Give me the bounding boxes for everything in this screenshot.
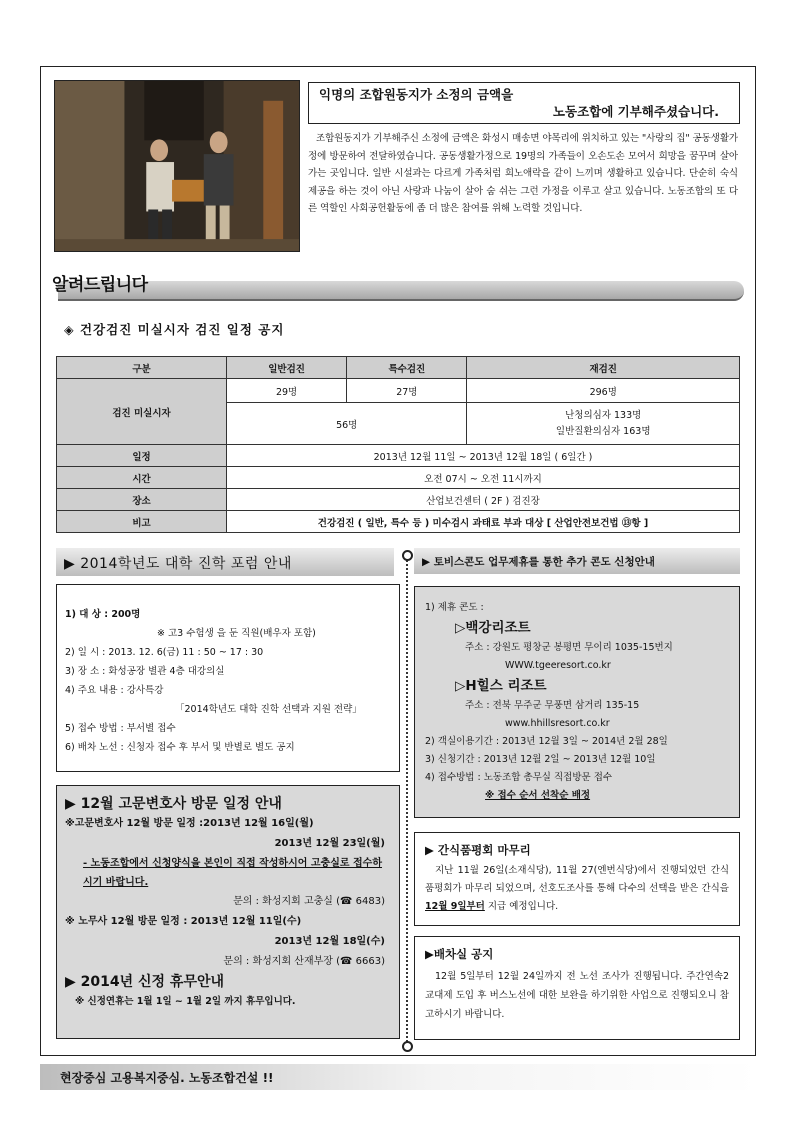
footer-slogan: 현장중심 고용복지중심. 노동조합건설 !! xyxy=(40,1064,758,1090)
forum-bus-route: 6) 배차 노선 : 신청자 접수 후 부서 및 반별로 별도 공지 xyxy=(65,742,295,753)
date-value: 2013년 12월 11일 ~ 2013년 12월 18일 ( 6일간 ) xyxy=(227,445,740,467)
row-header-place: 장소 xyxy=(57,489,227,511)
lawyer-contact: 문의 : 화성지회 고충실 (☎ 6483) xyxy=(233,896,385,907)
table-row xyxy=(57,379,740,403)
snack-header: ▶ 간식품평회 마무리 xyxy=(425,843,531,857)
table-row xyxy=(57,489,740,511)
table-row xyxy=(57,445,740,467)
story-title-line-1: 익명의 조합원동지가 소정의 금액을 xyxy=(319,87,514,102)
resort-stay-period: 2) 객실이용기간 : 2013년 12월 3일 ~ 2014년 2월 28일 xyxy=(425,736,668,747)
notice-header-bar xyxy=(58,281,744,301)
story-title-line-2: 노동조합에 기부해주셨습니다. xyxy=(552,104,719,119)
snack-body-end: 지급 예정입니다. xyxy=(484,901,559,912)
time-value: 오전 07시 ~ 오전 11시까지 xyxy=(227,467,740,489)
forum-header: ▶ 2014학년도 대학 진학 포럼 안내 xyxy=(56,548,394,576)
recheck-detail-general: 일반질환의심자 163명 xyxy=(555,425,651,437)
lawyer-schedule-date2: 2013년 12월 23일(월) xyxy=(274,838,385,849)
resort-note: ※ 접수 순서 선착순 배정 xyxy=(485,790,591,801)
lawyer-schedule: ※고문변호사 12월 방문 일정 :2013년 12월 16일(월) xyxy=(65,818,314,829)
row-header-missing: 검진 미실시자 xyxy=(57,379,227,445)
dispatch-header: ▶배차실 공지 xyxy=(425,947,494,961)
divider-top-dot xyxy=(402,550,413,561)
table-header-recheck: 재검진 xyxy=(467,357,740,379)
recheck-count: 296명 xyxy=(467,379,740,403)
snack-body xyxy=(425,862,729,916)
forum-datetime: 2) 일 시 : 2013. 12. 6(금) 11 : 50 ~ 17 : 30 xyxy=(65,647,264,658)
donation-photo xyxy=(54,80,300,252)
special-count: 27명 xyxy=(347,379,467,403)
checkup-schedule-table xyxy=(56,356,740,533)
forum-target-note: ※ 고3 수험생 을 둔 직원(배우자 포함) xyxy=(157,628,316,639)
lawyer-box xyxy=(56,785,400,1039)
note-value: 건강검진 ( 일반, 특수 등 ) 미수검시 과태료 부과 대상 [ 산업안전보건법 ⑬항 ] xyxy=(227,511,740,533)
snack-body-text: 지난 11월 26일(소재식당), 11월 27(엔번식당)에서 진행되었던 간식품평회가 마무리 되었으며, 선호도조사를 통해 다수의 선택을 받은 간식을 xyxy=(425,865,729,894)
holiday-note: ※ 신정연휴는 1월 1일 ~ 1월 2일 까지 휴무입니다. xyxy=(75,996,296,1007)
general-count: 29명 xyxy=(227,379,347,403)
resort-name-2: ▷H힐스 리조트 xyxy=(455,678,547,694)
forum-target: 1) 대 상 : 200명 xyxy=(65,609,141,620)
resort-address-2: 주소 : 전북 무주군 무풍면 삼거리 135-15 xyxy=(465,700,640,711)
column-divider xyxy=(406,556,408,1046)
notice-header: 알려드립니다 xyxy=(52,275,148,295)
forum-content: 4) 주요 내용 : 강사특강 xyxy=(65,685,164,696)
table-row xyxy=(57,467,740,489)
combined-count: 56명 xyxy=(227,403,467,445)
snack-box xyxy=(414,832,740,926)
divider-bottom-dot xyxy=(402,1041,413,1052)
row-header-time: 시간 xyxy=(57,467,227,489)
resort-address-1: 주소 : 강원도 평창군 봉평면 무이리 1035-15번지 xyxy=(465,642,673,653)
snack-body-date: 12월 9일부터 xyxy=(425,901,485,912)
row-header-date: 일정 xyxy=(57,445,227,467)
resort-partner-label: 1) 제휴 콘도 : xyxy=(425,602,484,613)
resort-apply-period: 3) 신청기간 : 2013년 12월 2일 ~ 2013년 12월 10일 xyxy=(425,754,656,765)
row-header-note: 비고 xyxy=(57,511,227,533)
lawyer-note: - 노동조합에서 신청양식을 본인이 직접 작성하시어 고충실로 접수하시기 바랍니다. xyxy=(83,858,383,888)
table-header-special: 특수검진 xyxy=(347,357,467,379)
resort-header: ▶ 토비스콘도 업무제휴를 통한 추가 콘도 신청안내 xyxy=(414,548,740,574)
resort-website-2[interactable]: www.hhillsresort.co.kr xyxy=(505,718,610,729)
forum-content-title: 「2014학년도 대학 진학 선택과 지원 전략」 xyxy=(175,704,362,715)
recheck-detail-hearing: 난청의심자 133명 xyxy=(565,409,642,421)
checkup-section-title: ◈ 건강검진 미실시자 검진 일정 공지 xyxy=(64,322,285,337)
labor-contact: 문의 : 화성지회 산재부장 (☎ 6663) xyxy=(223,956,385,967)
table-row xyxy=(57,357,740,379)
place-value: 산업보건센터 ( 2F ) 검진장 xyxy=(227,489,740,511)
dispatch-body: 12월 5일부터 12월 24일까지 전 노선 조사가 진행됩니다. 주간연속2교대제 도입 후 버스노선에 대한 보완을 하기위한 사업으로 진행되오니 참고하시기 바랍니다. xyxy=(425,971,729,1020)
dispatch-box xyxy=(414,936,740,1040)
forum-box xyxy=(56,584,400,772)
resort-name-1: ▷백강리조트 xyxy=(455,620,531,636)
labor-schedule: ※ 노무사 12월 방문 일정 : 2013년 12월 11일(수) xyxy=(65,916,302,927)
recheck-detail xyxy=(467,403,740,445)
story-title-box xyxy=(308,82,740,124)
resort-box xyxy=(414,586,740,818)
labor-schedule-date2: 2013년 12월 18일(수) xyxy=(274,936,385,947)
table-header-general: 일반검진 xyxy=(227,357,347,379)
lawyer-header: ▶ 12월 고문변호사 방문 일정 안내 xyxy=(65,796,282,812)
holiday-header: ▶ 2014년 신정 휴무안내 xyxy=(65,974,225,990)
table-row xyxy=(57,511,740,533)
forum-place: 3) 장 소 : 화성공장 별관 4층 대강의실 xyxy=(65,666,225,677)
story-body: 조합원동지가 기부해주신 소정에 금액은 화성시 매송면 야목리에 위치하고 있는 "사랑의 집" 공동생활가정에 방문하여 전달하였습니다. 공동생활가정으로 19명의 가족들이 오손도손 모여서 희망을 꿈꾸며 살아가는 곳입니다. 일반 시설과는 다르게 가족처럼 희노애락을 같이 느끼며 생활하고 있습니다. 단순히 숙식 제공을 하는 것이 아닌 사랑과 나눔이 살아 숨 쉬는 그런 가정을 이루고 살고 있습니다. 노동조합의 또 다른 역할인 사회공헌활동에 좀 더 많은 참여를 위해 노력할 것입니다. xyxy=(308,133,738,214)
forum-apply-method: 5) 접수 방법 : 부서별 접수 xyxy=(65,723,176,734)
table-header-category: 구분 xyxy=(57,357,227,379)
resort-website-1[interactable]: WWW.tgeeresort.co.kr xyxy=(505,660,611,671)
resort-apply-method: 4) 접수방법 : 노동조합 총무실 직접방문 접수 xyxy=(425,772,613,783)
